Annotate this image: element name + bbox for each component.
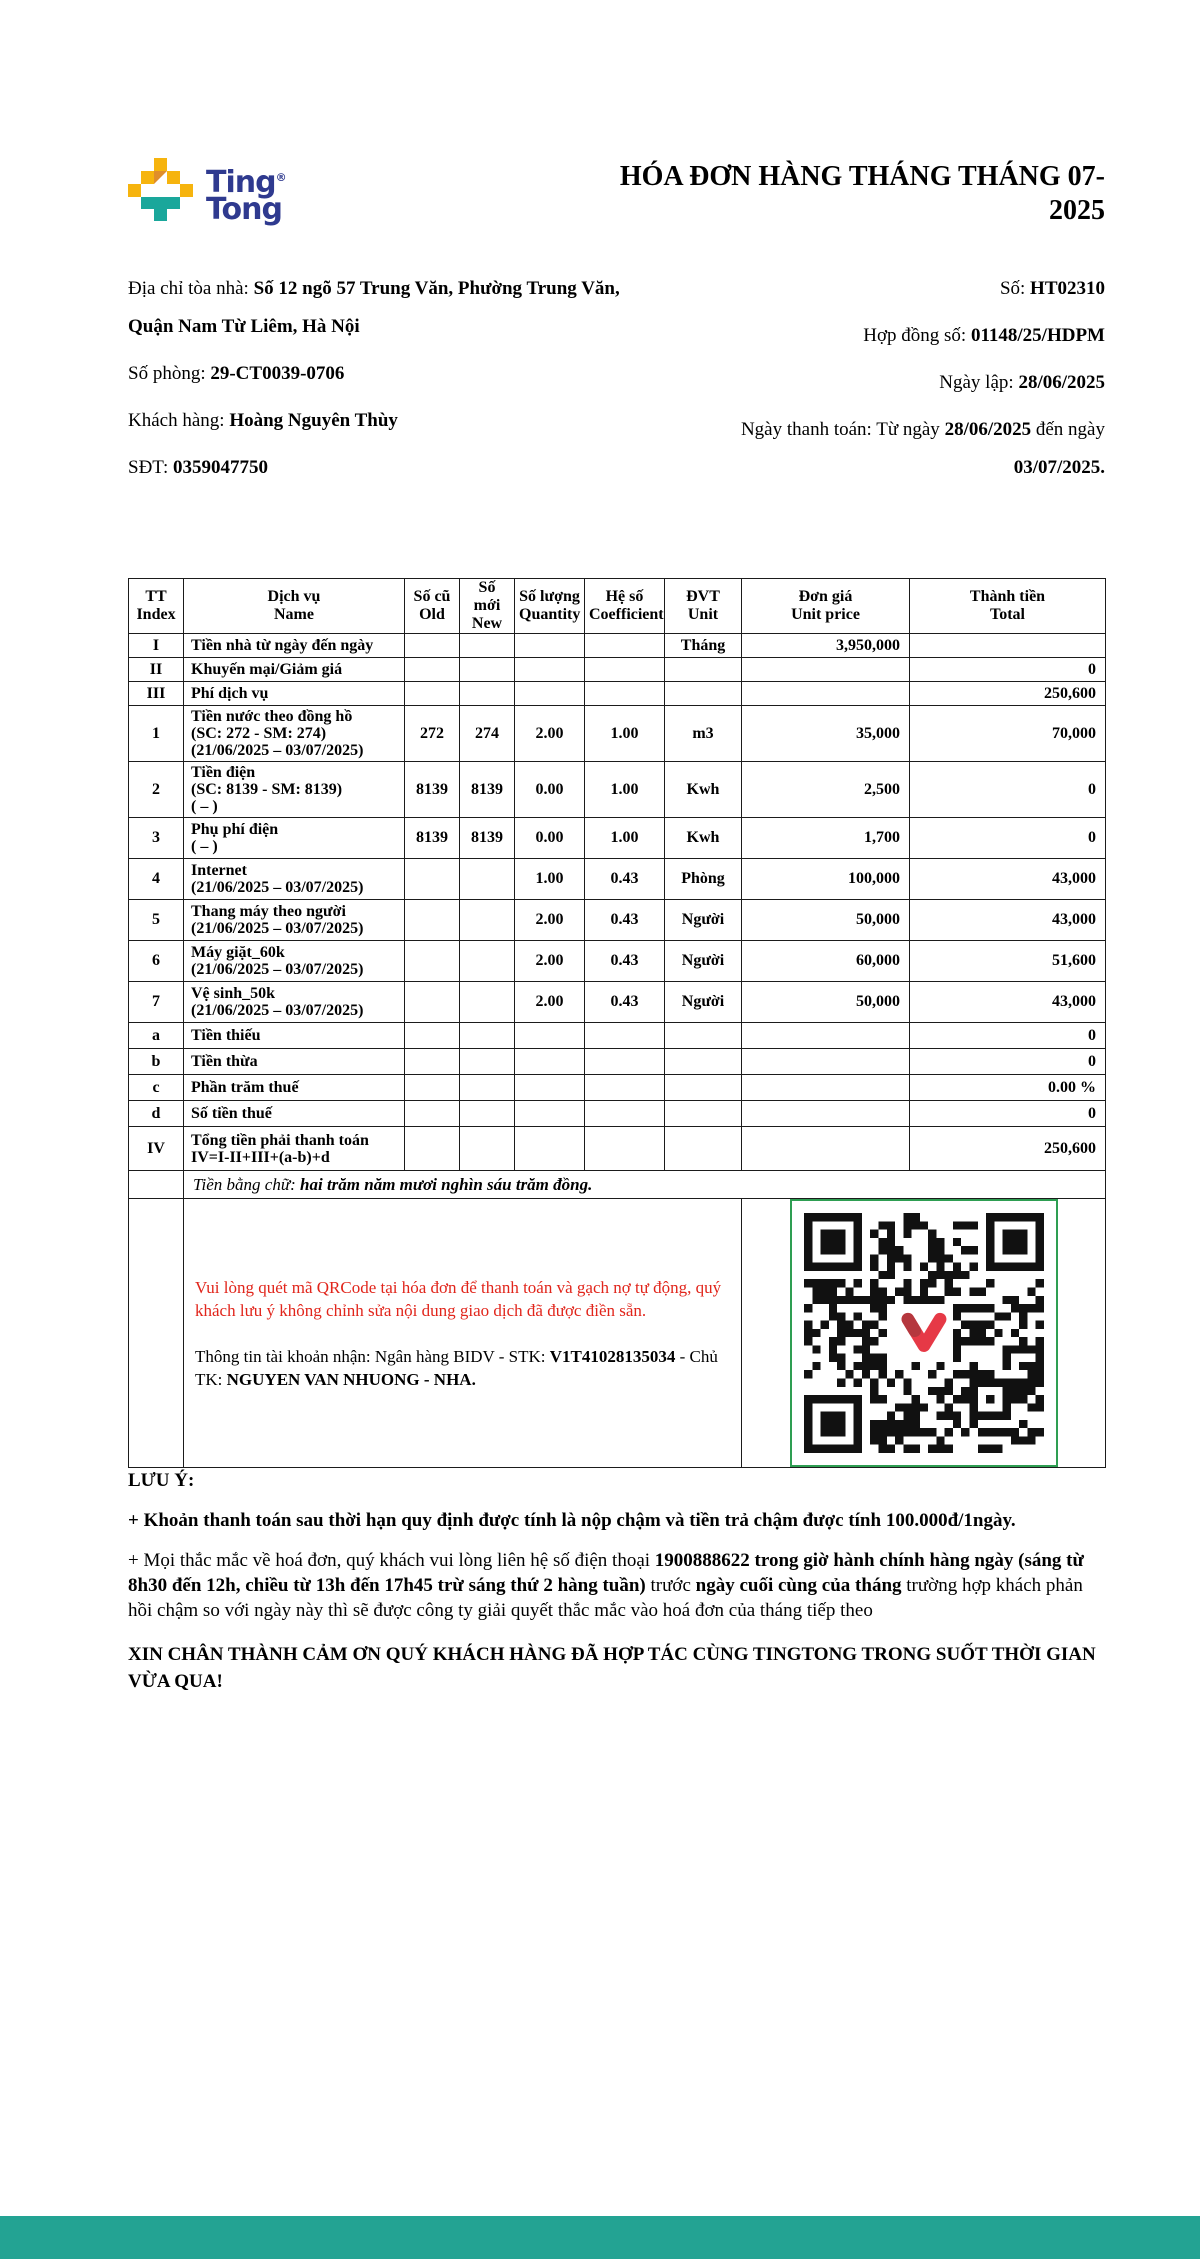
thank-you-message: XIN CHÂN THÀNH CẢM ƠN QUÝ KHÁCH HÀNG ĐÃ HỢP TÁC CÙNG TINGTONG TRONG SUỐT THỜI GIAN VỪA QUA! — [128, 1644, 1096, 1692]
col-header-unit: ĐVT Unit — [665, 579, 742, 634]
charges-table — [128, 578, 1106, 1468]
tingtong-logo-icon — [128, 158, 193, 227]
table-row-tax-amount: d Số tiền thuế 0 — [129, 1101, 1106, 1127]
notes-section — [128, 1468, 1105, 1710]
amount-in-words-row — [129, 1171, 1106, 1199]
table-row-elevator: 5 Thang máy theo người (21/06/2025 – 03/07/2025) 2.00 0.43 Người 50,000 43,000 — [129, 900, 1106, 941]
payment-period: Ngày thanh toán: Từ ngày 28/06/2025 đến ngày 03/07/2025. — [740, 419, 1105, 478]
col-header-unit-price: Đơn giá Unit price — [742, 579, 910, 634]
amount-in-words: Tiền bằng chữ: hai trăm năm mươi nghìn sáu trăm đồng. — [184, 1171, 1106, 1199]
building-address: Địa chỉ tòa nhà: Số 12 ngõ 57 Trung Văn, Phường Trung Văn, Quận Nam Từ Liêm, Hà Nội — [128, 278, 620, 337]
late-payment-note: + Khoản thanh toán sau thời hạn quy định được tính là nộp chậm và tiền trả chậm được tính 100.000đ/1ngày. — [128, 1510, 1016, 1531]
col-header-new: Số mới New — [460, 579, 515, 634]
col-header-total: Thành tiền Total — [910, 579, 1106, 634]
table-row-service-fee: III Phí dịch vụ 250,600 — [129, 682, 1106, 706]
invoice-title: HÓA ĐƠN HÀNG THÁNG THÁNG 07- 2025 — [619, 161, 1105, 226]
invoice-number: Số: HT02310 — [999, 278, 1105, 299]
vietqr-v-icon — [899, 1310, 949, 1356]
customer-phone: SĐT: 0359047750 — [128, 457, 268, 478]
table-row-discount: II Khuyến mại/Giảm giá 0 — [129, 658, 1106, 682]
bank-account-info: Thông tin tài khoản nhận: Ngân hàng BIDV - STK: V1T41028135034 - Chủ TK: NGUYEN VAN NHUONG - NHA. — [195, 1346, 718, 1389]
qr-code — [790, 1199, 1058, 1467]
col-header-index: TT Index — [129, 579, 184, 634]
table-row-internet: 4 Internet (21/06/2025 – 03/07/2025) 1.00 0.43 Phòng 100,000 43,000 — [129, 859, 1106, 900]
table-row-tax-percent: c Phần trăm thuế 0.00 % — [129, 1075, 1106, 1101]
qr-code-cell — [742, 1199, 1106, 1468]
building-info — [128, 270, 653, 496]
table-row-grand-total: IV Tổng tiền phải thanh toán IV=I-II+III+(a-b)+d 250,600 — [129, 1127, 1106, 1171]
table-row-rent: I Tiền nhà từ ngày đến ngày Tháng 3,950,000 — [129, 634, 1106, 658]
table-row-electricity: 2 Tiền điện (SC: 8139 - SM: 8139) ( – ) 8139 8139 0.00 1.00 Kwh 2,500 0 — [129, 762, 1106, 818]
col-header-name: Dịch vụ Name — [184, 579, 405, 634]
table-row-cleaning: 7 Vệ sinh_50k (21/06/2025 – 03/07/2025) 2.00 0.43 Người 50,000 43,000 — [129, 982, 1106, 1023]
table-row-electricity-surcharge: 3 Phụ phí điện ( – ) 8139 8139 0.00 1.00 Kwh 1,700 0 — [129, 818, 1106, 859]
tingtong-wordmark: Ting® Tong — [206, 165, 286, 227]
room-number: Số phòng: 29-CT0039-0706 — [128, 363, 345, 384]
issue-date: Ngày lập: 28/06/2025 — [939, 372, 1105, 393]
hotline-note: + Mọi thắc mắc về hoá đơn, quý khách vui lòng liên hệ số điện thoại 1900888622 trong giờ hành chính hàng ngày (sáng từ 8h30 đến 12h, chiều từ 13h đến 17h45 trừ sáng thứ 2 hàng tuần) trước ngày cuối cùng của tháng trường hợp khách phản hồi chậm so với ngày này thì sẽ được công ty giải quyết thắc mắc vào hoá đơn của tháng tiếp theo — [128, 1550, 1084, 1621]
tingtong-logo — [128, 158, 286, 227]
payment-instructions — [184, 1199, 742, 1468]
charges-table-wrap — [128, 578, 1105, 1468]
invoice-meta — [635, 270, 1105, 496]
table-row-water: 1 Tiền nước theo đồng hồ (SC: 272 - SM: 274) (21/06/2025 – 03/07/2025) 272 274 2.00 1.00 m3 35,000 70,000 — [129, 706, 1106, 762]
col-header-coefficient: Hệ số Coefficient — [585, 579, 665, 634]
table-row-shortage: a Tiền thiếu 0 — [129, 1023, 1106, 1049]
col-header-old: Số cũ Old — [405, 579, 460, 634]
footer-accent-bar — [0, 2216, 1200, 2259]
qr-warning-text: Vui lòng quét mã QRCode tại hóa đơn để thanh toán và gạch nợ tự động, quý khách lưu ý không chỉnh sửa nội dung giao dịch đã được điền sẵn. — [195, 1277, 722, 1320]
customer-name: Khách hàng: Hoàng Nguyên Thùy — [128, 410, 398, 431]
notes-title: LƯU Ý: — [128, 1470, 195, 1491]
qr-row — [129, 1199, 1106, 1468]
contract-number: Hợp đồng số: 01148/25/HDPM — [863, 325, 1105, 346]
table-row-surplus: b Tiền thừa 0 — [129, 1049, 1106, 1075]
table-row-laundry: 6 Máy giặt_60k (21/06/2025 – 03/07/2025) 2.00 0.43 Người 60,000 51,600 — [129, 941, 1106, 982]
table-header-row — [129, 579, 1106, 634]
col-header-quantity: Số lượng Quantity — [515, 579, 585, 634]
